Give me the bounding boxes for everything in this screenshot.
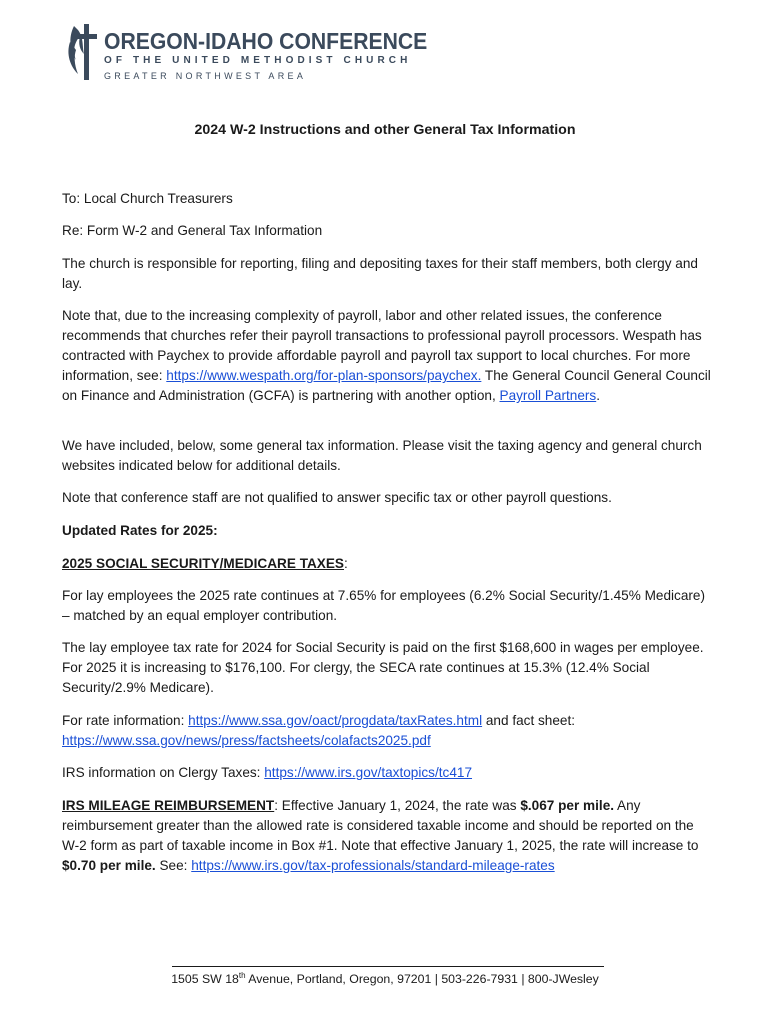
note-middle: The General Council General Council on Finance and Administration (GCFA) is partnering with another option, [62,368,711,403]
org-name: OREGON-IDAHO CONFERENCE [104,28,428,54]
area-name: GREATER NORTHWEST AREA [104,71,307,81]
ssa-fact-sheet-link[interactable]: https://www.ssa.gov/news/press/factsheets/colafacts2025.pdf [62,733,431,748]
footer-divider [172,966,604,967]
social-security-heading-line [62,554,712,574]
wespath-link[interactable]: https://www.wespath.org/for-plan-sponsors/paychex. [166,368,482,383]
mileage-heading: IRS MILEAGE REIMBURSEMENT [62,798,275,813]
page-title: 2024 W-2 Instructions and other General Tax Information [194,122,576,138]
footer-address [0,971,770,986]
wage-base-paragraph: The lay employee tax rate for 2024 for Social Security is paid on the first $168,600 in wages per employee. For 2025 it is increasing to $176,100. For clergy, the SECA rate continues at 15.3% (12.4% Social Security/2.9% Medicare). [62,640,704,695]
payroll-note-paragraph [62,306,712,406]
mileage-paragraph [62,796,712,876]
note-prefix: Note that, due to the increasing complexity of payroll, labor and other related issues, the conference recommends that churches refer their payroll transactions to professional payroll processors. Wespath has contracted with Paychex to provide affordable payroll and payroll tax support to local churches. For more information, see: [62,308,702,383]
irs-clergy-link[interactable]: https://www.irs.gov/taxtopics/tc417 [264,765,473,780]
irs-clergy-prefix: IRS information on Clergy Taxes: [62,765,265,780]
mileage-part2: Any reimbursement greater than the allowed rate is considered taxable income and should be reported on the W-2 form as part of taxable income in Box #1. Note that effective January 1, 2025, the rate will increase to [62,798,699,853]
org-subtitle: OF THE UNITED METHODIST CHURCH [104,55,412,66]
irs-clergy-paragraph [62,763,712,783]
cross-and-flame-icon [66,20,100,82]
payroll-partners-link[interactable]: Payroll Partners [499,388,597,403]
lay-rate-paragraph: For lay employees the 2025 rate continues at 7.65% for employees (6.2% Social Security/1.45% Medicare) – matched by an equal employer contribution. [62,588,706,623]
footer-address-pre: 1505 SW 18 [171,972,239,987]
footer-address-sup: th [238,971,246,980]
mileage-rate-2025: $0.70 per mile. [62,858,156,873]
note-suffix: . [596,388,600,403]
footer-address-post: Avenue, Portland, Oregon, 97201 | 503-226-7931 | 800-JWesley [245,972,599,987]
mileage-part1: : Effective January 1, 2024, the rate was [274,798,521,813]
included-paragraph: We have included, below, some general tax information. Please visit the taxing agency and general church websites indicated below for additional details. [62,438,702,473]
responsibility-paragraph: The church is responsible for reporting, filing and depositing taxes for their staff members, both clergy and lay. [62,256,698,291]
memo-re: Re: Form W-2 and General Tax Information [62,223,323,238]
mileage-rate-2024: $.067 per mile. [520,798,615,813]
conference-logo [66,20,428,86]
irs-mileage-link[interactable]: https://www.irs.gov/tax-professionals/standard-mileage-rates [191,858,555,873]
mileage-part3: See: [155,858,192,873]
rate-info-prefix: For rate information: [62,713,189,728]
rate-info-middle: and fact sheet: [482,713,576,728]
ssa-tax-rates-link[interactable]: https://www.ssa.gov/oact/progdata/taxRates.html [188,713,483,728]
social-security-heading-suffix: : [344,556,348,571]
rate-info-paragraph [62,711,712,751]
not-qualified-paragraph: Note that conference staff are not qualified to answer specific tax or other payroll questions. [62,490,612,505]
updated-rates-heading: Updated Rates for 2025: [62,523,218,538]
social-security-heading: 2025 SOCIAL SECURITY/MEDICARE TAXES [62,556,345,571]
memo-to: To: Local Church Treasurers [62,191,233,206]
